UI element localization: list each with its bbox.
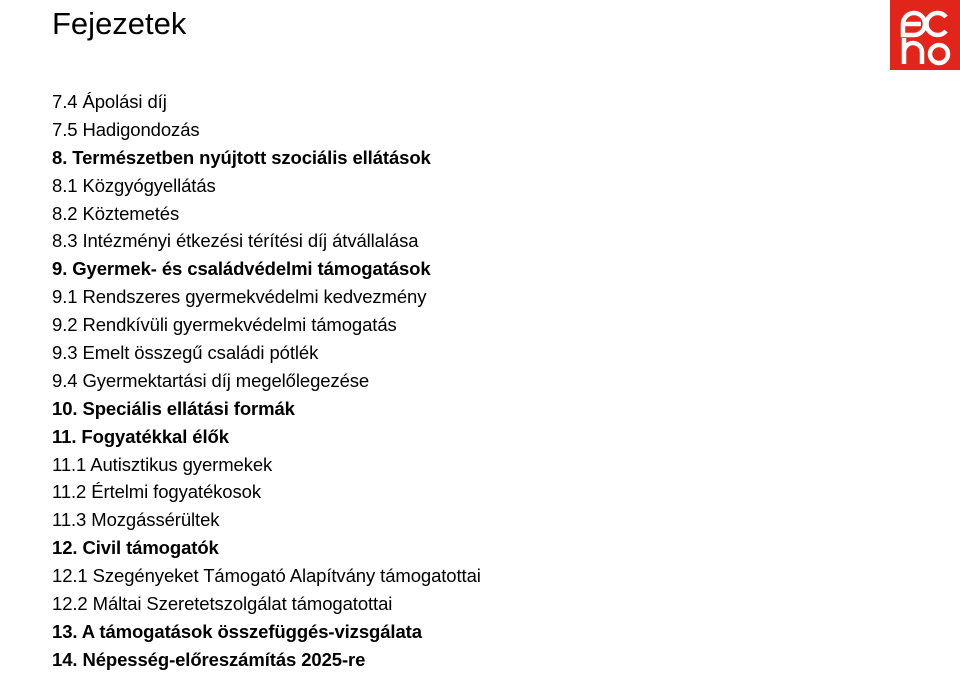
toc-item: 8.1 Közgyógyellátás [52,174,216,196]
toc-item: 12.1 Szegényeket Támogató Alapítvány támogatottai [52,565,481,587]
toc-item: 7.5 Hadigondozás [52,118,200,140]
toc-chapter: 11. Fogyatékkal élők [52,425,229,447]
title-divider [50,58,880,59]
toc-item: 11.2 Értelmi fogyatékosok [52,481,261,503]
table-of-contents [52,88,481,674]
toc-chapter: 8. Természetben nyújtott szociális ellátások [52,146,431,168]
toc-chapter: 13. A támogatások összefüggés-vizsgálata [52,620,422,642]
toc-chapter: 9. Gyermek- és családvédelmi támogatások [52,258,431,280]
toc-item: 12.2 Máltai Szeretetszolgálat támogatottai [52,593,393,615]
toc-item: 11.3 Mozgássérültek [52,509,220,531]
toc-item: 9.1 Rendszeres gyermekvédelmi kedvezmény [52,286,427,308]
toc-item: 8.3 Intézményi étkezési térítési díj átvállalása [52,230,419,252]
toc-chapter: 14. Népesség-előreszámítás 2025-re [52,648,366,670]
toc-item: 9.3 Emelt összegű családi pótlék [52,342,319,364]
echo-logo-mark [890,0,960,70]
toc-item: 8.2 Köztemetés [52,202,180,224]
toc-item: 11.1 Autisztikus gyermekek [52,453,273,475]
echo-logo [890,0,960,70]
toc-chapter: 10. Speciális ellátási formák [52,397,295,419]
toc-item: 7.4 Ápolási díj [52,91,167,112]
toc-chapter: 12. Civil támogatók [52,537,219,559]
toc-item: 9.4 Gyermektartási díj megelőlegezése [52,369,370,391]
toc-item: 9.2 Rendkívüli gyermekvédelmi támogatás [52,314,397,336]
page-title: Fejezetek [52,6,187,41]
